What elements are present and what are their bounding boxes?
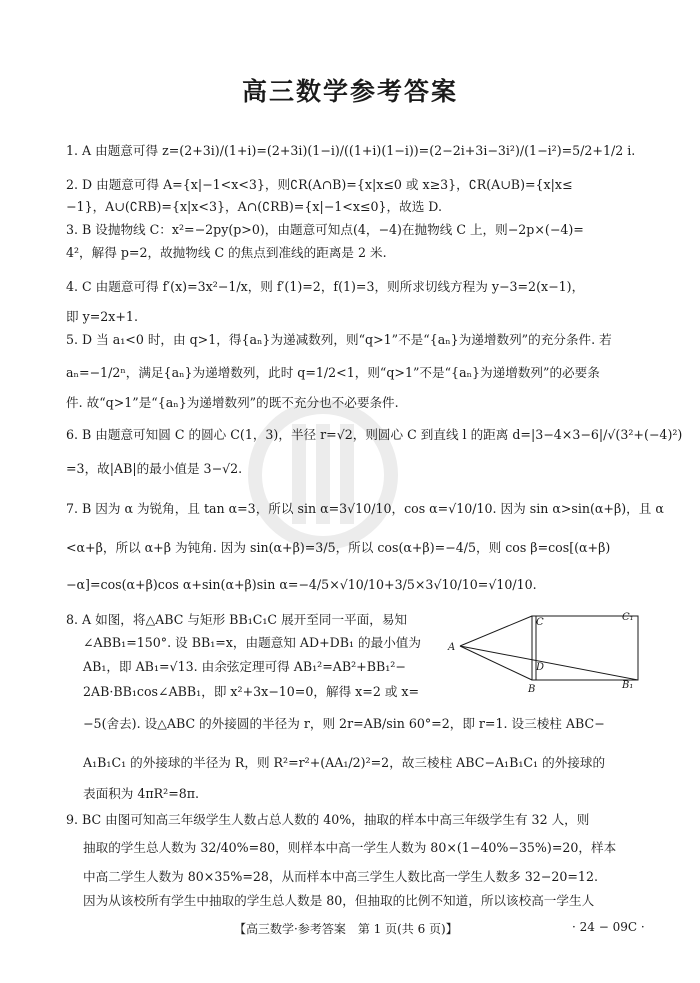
answer-line: A₁B₁C₁ 的外接球的半径为 R，则 R²=r²+(AA₁/2)²=2，故三棱柱 ABC−A₁B₁C₁ 的外接球的 <box>83 755 606 770</box>
page-title: 高三数学参考答案 <box>241 77 458 106</box>
label-A: A <box>448 642 456 653</box>
answer-line: 件. 故“q>1”是“{aₙ}为递增数列”的既不充分也不必要条件. <box>66 395 399 410</box>
answer-line: 9. BC 由图可知高三年级学生人数占总人数的 40%，抽取的样本中高三年级学生有 32 人，则 <box>66 812 590 827</box>
answer-line: 7. B 因为 α 为锐角，且 tan α=3，所以 sin α=3√10/10，cos α=√10/10. 因为 sin α>sin(α+β)，且 α <box>66 501 664 516</box>
answer-line: 5. D 当 a₁<0 时，由 q>1，得{aₙ}为递减数列，则“q>1”不是“{aₙ}为递增数列”的充分条件. 若 <box>66 332 612 347</box>
watermark-logo <box>248 400 398 550</box>
label-D: D <box>536 662 545 673</box>
answer-line: −α]=cos(α+β)cos α+sin(α+β)sin α=−4/5×√10/10+3/5×3√10/10=√10/10. <box>66 577 537 592</box>
answer-line: aₙ=−1/2ⁿ，满足{aₙ}为递增数列，此时 q=1/2<1，则“q>1”不是“{aₙ}为递增数列”的必要条 <box>66 365 600 380</box>
answer-line: 1. A 由题意可得 z=(2+3i)/(1+i)=(2+3i)(1−i)/((1+i)(1−i))=(2−2i+3i−3i²)/(1−i²)=5/2+1/2 i. <box>66 143 636 158</box>
answer-line: 即 y=2x+1. <box>66 309 138 324</box>
answer-line: 2. D 由题意可得 A={x|−1<x<3}，则∁R(A∩B)={x|x≤0 或 x≥3}，∁R(A∪B)={x|x≤ <box>66 177 573 192</box>
answer-line: −1}，A∪(∁RB)={x|x<3}，A∩(∁RB)={x|−1<x≤0}，故选 D. <box>66 199 442 214</box>
label-C1: C₁ <box>622 612 634 623</box>
prism-unfolded-figure <box>448 608 646 704</box>
answer-line: 因为从该校所有学生中抽取的学生总人数是 80，但抽取的比例不知道，所以该校高一学生人 <box>83 893 595 908</box>
label-B1: B₁ <box>622 680 634 691</box>
answer-line: 4²，解得 p=2，故抛物线 C 的焦点到准线的距离是 2 米. <box>66 245 387 260</box>
answer-line: <α+β，所以 α+β 为钝角. 因为 sin(α+β)=3/5，所以 cos(α+β)=−4/5，则 cos β=cos[(α+β) <box>66 540 611 555</box>
answer-line: 中高二学生人数为 80×35%=28，从而样本中高三学生人数比高一学生人数多 32−20=12. <box>83 869 598 884</box>
answer-line: 2AB·BB₁cos∠ABB₁，即 x²+3x−10=0，解得 x=2 或 x= <box>83 684 420 699</box>
label-B: B <box>528 684 536 695</box>
footer-page-info: 【高三数学·参考答案 第 1 页(共 6 页)】 <box>234 922 458 936</box>
answer-line: ∠ABB₁=150°. 设 BB₁=x，由题意知 AD+DB₁ 的最小值为 <box>83 635 421 650</box>
answer-line: 8. A 如图，将△ABC 与矩形 BB₁C₁C 展开至同一平面，易知 <box>66 612 408 627</box>
answer-line: 6. B 由题意可知圆 C 的圆心 C(1，3)，半径 r=√2，则圆心 C 到直线 l 的距离 d=|3−4×3−6|/√(3²+(−4)²) <box>66 427 683 442</box>
answer-line: AB₁，即 AB₁=√13. 由余弦定理可得 AB₁²=AB²+BB₁²− <box>83 659 406 674</box>
answer-line: =3，故|AB|的最小值是 3−√2. <box>66 461 243 476</box>
answer-line: 表面积为 4πR²=8π. <box>83 786 200 801</box>
answer-line: 4. C 由题意可得 f′(x)=3x²−1/x，则 f′(1)=2，f(1)=3，则所求切线方程为 y−3=2(x−1)， <box>66 279 585 294</box>
footer-code: · 24 − 09C · <box>572 920 645 934</box>
answer-line: 3. B 设抛物线 C：x²=−2py(p>0)，由题意可知点(4，−4)在抛物线 C 上，则−2p×(−4)= <box>66 222 584 237</box>
answer-line: 抽取的学生总人数为 32/40%=80，则样本中高一学生人数为 80×(1−40%−35%)=20，样本 <box>83 840 617 855</box>
label-C: C <box>536 617 544 628</box>
answer-line: −5(舍去). 设△ABC 的外接圆的半径为 r，则 2r=AB/sin 60°=2，即 r=1. 设三棱柱 ABC− <box>83 716 605 731</box>
